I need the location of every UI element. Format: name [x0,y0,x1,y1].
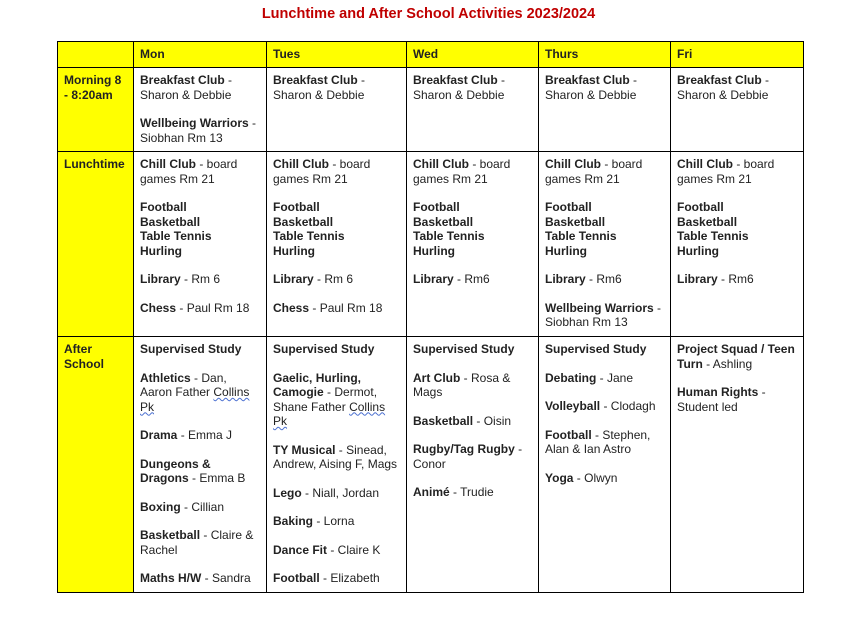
activity-entry [413,73,533,102]
activity-detail: - Oisin [473,413,512,428]
activity-cell [134,68,267,152]
activity-detail: - Ashling [702,356,753,371]
activity-name: Chill Club [140,157,196,171]
activity-entry [273,272,401,287]
sports-list [413,200,533,258]
activity-entry [413,272,533,287]
activity-name: Chess [140,300,177,315]
activity-entry [545,73,665,102]
activity-entry [273,486,401,501]
activity-detail: - Sharon & Debbie [677,73,770,102]
activity-detail: - Cillian [180,499,225,514]
sport-name: Football [413,200,460,214]
activity-cell [407,152,539,337]
activity-detail: - Claire & Rachel [140,528,254,557]
activity-detail: - Rm6 [585,272,622,286]
activity-cell [267,337,407,593]
activity-entry [140,457,261,486]
row-label: After School [58,337,134,593]
activity-name: Basketball [413,413,474,428]
activity-detail: - Stephen, Alan & Ian Astro [545,427,651,456]
activity-name: Project Squad / Teen Turn [677,342,795,371]
activity-entry [545,157,665,186]
sport-name: Hurling [677,243,719,258]
activity-cell [134,152,267,337]
activity-name: Basketball [140,528,201,542]
day-header: Mon [134,42,267,68]
activity-name: Breakfast Club [273,73,358,87]
day-header: Fri [671,42,804,68]
activity-entry [273,371,401,429]
activity-entry [140,500,261,515]
activity-name: Yoga [545,470,574,485]
activity-detail: - Niall, Jordan [301,485,380,500]
activity-entry [677,73,798,102]
activity-detail: - Rm6 [453,272,490,286]
activity-entry [273,301,401,316]
activity-detail: - Jane [596,370,634,385]
activity-entry [273,342,401,357]
activity-detail: - Siobhan Rm 13 [140,116,257,145]
activity-entry [545,371,665,386]
day-header: Thurs [539,42,671,68]
activity-detail: - Sharon & Debbie [545,73,638,102]
activity-detail: - Rm6 [717,272,754,286]
activity-entry [273,514,401,529]
activity-name: Art Club [413,370,461,385]
activity-entry [140,428,261,443]
sport-name: Football [545,200,592,214]
activity-detail: - board games Rm 21 [413,157,511,186]
activity-name: Chill Club [677,157,733,171]
activity-cell [267,152,407,337]
activity-detail: - Sandra [201,571,251,585]
activity-name: Supervised Study [413,342,515,356]
activity-entry [273,443,401,472]
activity-name: Chill Club [273,157,329,171]
sport-name: Table Tennis [677,229,749,243]
activity-name: Breakfast Club [545,73,630,87]
activity-name: Dungeons & Dragons [140,456,211,485]
activity-name: Supervised Study [545,342,647,356]
activity-name: Animé [413,485,450,499]
activity-cell [539,337,671,593]
activity-entry [140,342,261,357]
activity-name: TY Musical [273,442,336,457]
activity-entry [413,157,533,186]
activity-entry [545,272,665,287]
activity-name: Volleyball [545,399,601,413]
sports-list [273,200,401,258]
activity-detail: - Trudie [449,485,494,499]
activity-entry [413,342,533,357]
activity-detail: - board games Rm 21 [140,157,238,186]
sport-name: Hurling [273,243,315,258]
activity-entry [545,428,665,457]
activity-detail: - Lorna [313,514,355,528]
activities-table [57,41,804,593]
activity-detail: - Emma B [188,471,246,485]
activity-entry [677,385,798,414]
activity-name: Chess [273,300,310,315]
day-header: Wed [407,42,539,68]
activity-entry [140,157,261,186]
activity-entry [273,157,401,186]
activity-detail: - Dermot, Shane Father [273,385,378,414]
activity-detail: - Olwyn [573,470,618,485]
activity-name: Chill Club [545,157,601,171]
sport-name: Table Tennis [140,229,212,243]
activity-name: Dance Fit [273,542,328,557]
activity-entry [545,342,665,357]
activity-entry [140,73,261,102]
activity-detail: - board games Rm 21 [273,157,371,186]
corner-cell [58,42,134,68]
activity-detail: - Elizabeth [319,571,380,585]
activity-name: Rugby/Tag Rugby [413,442,515,456]
activity-cell [407,68,539,152]
activity-cell [539,68,671,152]
activity-name: Breakfast Club [140,73,225,87]
sports-list [677,200,798,258]
sports-list [545,200,665,258]
sport-name: Basketball [677,214,738,229]
activity-detail: - board games Rm 21 [677,157,775,186]
activity-cell [539,152,671,337]
activity-name: Boxing [140,499,181,514]
activity-detail: - Sinead, Andrew, Aising F, Mags [273,442,398,471]
activity-detail: - Student led [677,385,766,414]
activity-detail: - Conor [413,442,523,471]
activity-name: Supervised Study [273,342,375,356]
activity-name: Library [140,272,181,286]
sports-list [140,200,261,258]
activity-detail: - Paul Rm 18 [176,300,250,315]
activity-entry [413,442,533,471]
row-after-school [58,337,804,593]
sport-name: Football [677,200,724,214]
sport-name: Table Tennis [273,229,345,243]
activity-entry [140,528,261,557]
activity-entry [413,414,533,429]
activity-name: Wellbeing Warriors [545,300,654,315]
activity-name: Athletics [140,370,191,385]
activity-name: Supervised Study [140,342,242,356]
activity-name: Human Rights [677,385,759,399]
activity-cell [134,337,267,593]
activity-entry [140,571,261,586]
activity-cell [671,337,804,593]
activity-name: Library [273,272,314,286]
sport-name: Football [140,200,187,214]
activity-name: Gaelic, Hurling, Camogie [273,370,362,399]
activity-detail: - Siobhan Rm 13 [545,300,662,329]
activity-entry [677,342,798,371]
row-lunchtime [58,152,804,337]
activity-name: Baking [273,514,314,528]
row-morning [58,68,804,152]
sport-name: Hurling [545,243,587,258]
page-title: Lunchtime and After School Activities 2023/2024 [261,6,596,22]
activity-entry [273,543,401,558]
sport-name: Basketball [140,214,201,229]
activity-name: Lego [273,485,302,500]
activity-detail: - Rm 6 [180,272,221,286]
activity-location: Collins Pk [273,399,386,428]
activity-name: Wellbeing Warriors [140,116,249,130]
sport-name: Table Tennis [413,229,485,243]
activity-cell [671,152,804,337]
activity-detail: - Emma J [177,428,233,442]
activity-entry [677,157,798,186]
activity-detail: - Sharon & Debbie [140,73,233,102]
activity-entry [140,272,261,287]
activity-name: Breakfast Club [677,73,762,87]
activity-cell [267,68,407,152]
activity-detail: - Rosa & Mags [413,370,511,399]
activity-entry [273,73,401,102]
activity-detail: - Dan, Aaron Father [140,370,227,399]
activity-detail: - Clodagh [600,399,656,413]
activity-entry [413,485,533,500]
activity-name: Library [413,272,454,286]
activity-entry [140,116,261,145]
activity-name: Maths H/W [140,571,202,585]
header-row [58,42,804,68]
activity-name: Library [545,272,586,286]
row-label: Lunchtime [58,152,134,337]
sport-name: Hurling [140,243,182,258]
activity-cell [671,68,804,152]
activity-detail: - board games Rm 21 [545,157,643,186]
activity-entry [545,301,665,330]
activity-location: Collins Pk [140,385,250,414]
sport-name: Table Tennis [545,229,617,243]
activity-name: Football [273,571,320,585]
sport-name: Football [273,200,320,214]
activity-name: Chill Club [413,157,469,171]
activity-detail: - Claire K [327,542,381,557]
row-label: Morning 8 - 8:20am [58,68,134,152]
activity-detail: - Sharon & Debbie [273,73,366,102]
activity-detail: - Sharon & Debbie [413,73,506,102]
sport-name: Basketball [413,214,474,229]
activity-name: Football [545,427,592,442]
activity-name: Library [677,272,718,286]
activity-name: Drama [140,428,178,442]
sport-name: Basketball [273,214,334,229]
day-header: Tues [267,42,407,68]
activity-cell [407,337,539,593]
sport-name: Basketball [545,214,606,229]
activity-entry [140,371,261,415]
activity-entry [140,301,261,316]
activity-entry [273,571,401,586]
activity-entry [545,471,665,486]
activity-name: Debating [545,370,597,385]
sport-name: Hurling [413,243,455,258]
activity-detail: - Rm 6 [313,272,354,286]
activity-entry [413,371,533,400]
activity-name: Breakfast Club [413,73,498,87]
activity-entry [545,399,665,414]
activity-detail: - Paul Rm 18 [309,300,383,315]
activity-entry [677,272,798,287]
